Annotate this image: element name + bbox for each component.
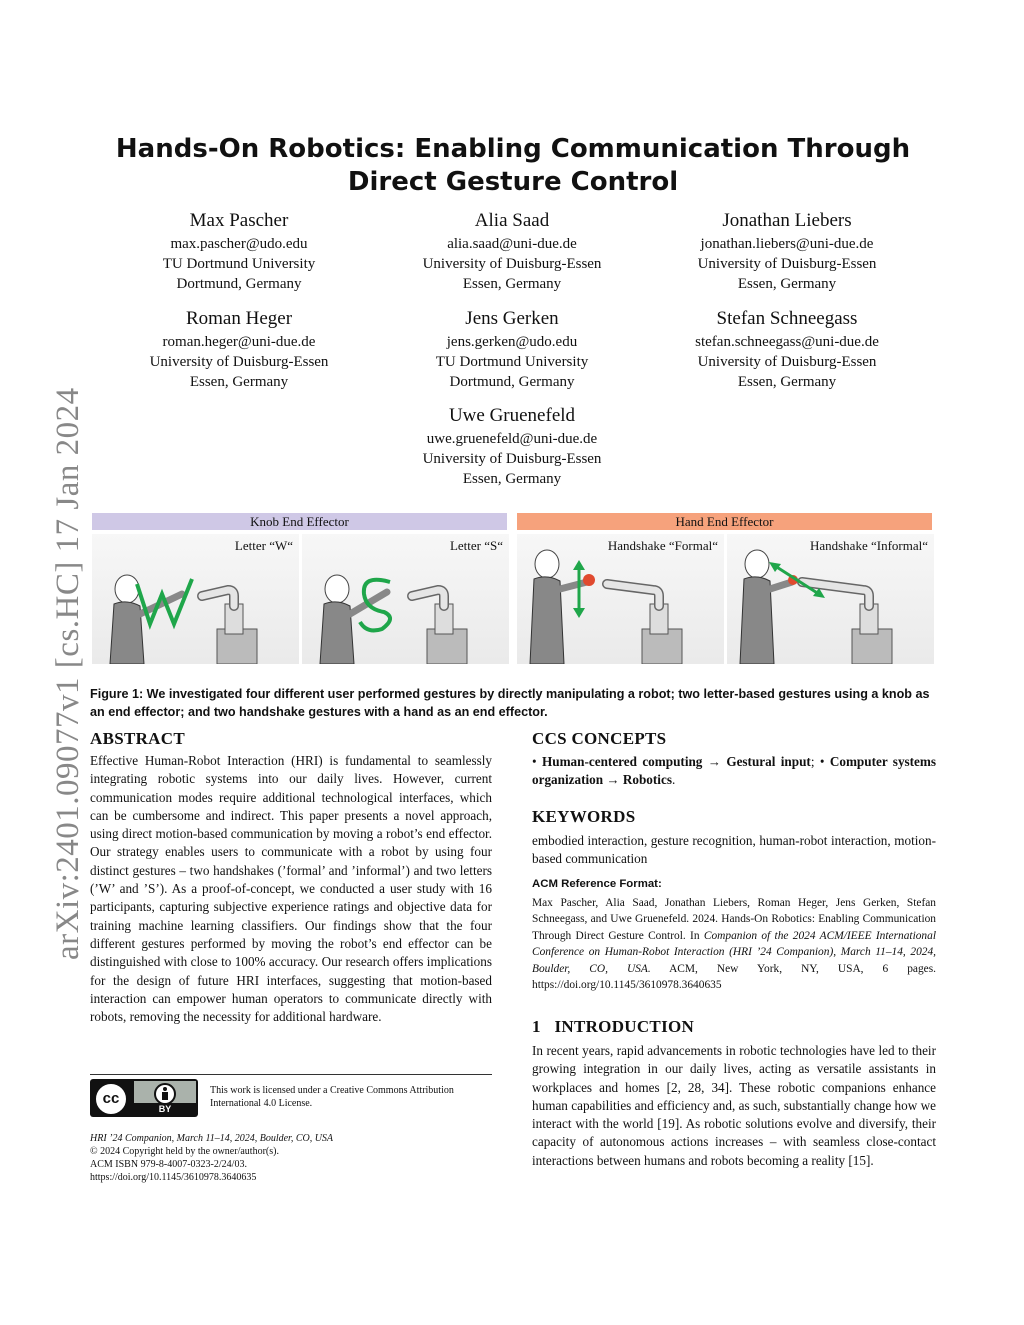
abstract-heading: ABSTRACT (90, 729, 185, 748)
figure-caption: Figure 1: We investigated four different user performed gestures by directly manipulating a robot; two letter-based gestures using a knob as an end effector; and two handshake gestures with a hand as an end effector. (90, 687, 930, 719)
author-name: Roman Heger (185, 308, 293, 329)
isbn-line: ACM ISBN 979-8-4007-0323-2/24/03. (90, 1159, 247, 1170)
keywords-text: embodied interaction, gesture recognition, human-robot interaction, motion-based communication (532, 833, 936, 867)
author-name: Max Pascher (189, 210, 289, 231)
doi-link[interactable]: https://doi.org/10.1145/3610978.3640635 (90, 1172, 257, 1183)
ccs-term: Gestural input (726, 754, 811, 769)
author-location: Dortmund, Germany (449, 374, 575, 390)
license-divider (90, 1074, 492, 1075)
person-icon (154, 1083, 176, 1105)
by-panel (134, 1081, 196, 1115)
paper-title: Hands-On Robotics: Enabling Communication Through Direct Gesture Control (115, 134, 911, 197)
abstract-text: Effective Human-Robot Interaction (HRI) is fundamental to seamlessly integrating robotic systems into our daily lives. However, current communication modes require additional technological interfaces, which can be cumbersome and indirect. This paper presents a novel approach, using direct motion-based communication by moving a robot’s end effector. Our strategy enables users to communicate with a robot by using four distinct gestures – two handshakes (’formal’ and ’informal’) and two letters (’W’ and ’S’). As a proof-of-concept, we conducted a user study with 16 participants, capturing subjective experience ratings and objective data for training machine learning classifiers. Our findings show that the four different gestures performed by moving the robot’s end effector can be distinguished with close to 100% accuracy. Our research offers implications for the design of future HRI interfaces, suggesting that motion-based interaction can empower human operators to communicate directly with robots, removing the necessity for additional hardware. (90, 753, 492, 1025)
figure-panel-letter-s (302, 534, 509, 664)
venue-line: HRI ’24 Companion, March 11–14, 2024, Boulder, CO, USA (90, 1133, 334, 1144)
author-location: Essen, Germany (189, 374, 289, 390)
author-location: Essen, Germany (737, 276, 837, 292)
separator: ; (810, 754, 815, 769)
author-name: Jens Gerken (465, 308, 559, 329)
ccs-concepts (532, 753, 936, 790)
ccs-heading: CCS CONCEPTS (532, 729, 667, 748)
keywords-heading: KEYWORDS (532, 807, 636, 826)
reference-heading: ACM Reference Format: (532, 878, 662, 890)
bullet: • (819, 754, 825, 769)
author-email[interactable]: alia.saad@uni-due.de (447, 236, 577, 252)
author-affiliation: University of Duisburg-Essen (697, 354, 877, 370)
reference-plain: Max Pascher, Alia Saad, Jonathan Liebers, Roman Heger, Jens Gerken, Stefan Schneegass, and Uwe Gruenefeld. 2024. Hands-On Robotics: Enabling Communication Through Direct Gesture Control. In (532, 897, 936, 942)
author-affiliation: University of Duisburg-Essen (422, 256, 602, 272)
author-block (377, 306, 647, 392)
ccs-term: Computer systems organization (532, 754, 937, 788)
arxiv-id: arXiv:2401.09077v1 [cs.HC] 17 Jan 2024 (50, 387, 86, 960)
hand-end-effector-header: Hand End Effector (517, 513, 932, 530)
author-email[interactable]: uwe.gruenefeld@uni-due.de (426, 431, 598, 447)
arrow: → (606, 772, 620, 788)
section-title: INTRODUCTION (554, 1017, 695, 1036)
author-block (377, 403, 647, 489)
arxiv-sidebar (20, 360, 86, 960)
author-location: Dortmund, Germany (176, 276, 302, 292)
author-block (104, 208, 374, 294)
panel-label: Handshake “Formal“ (607, 538, 718, 553)
figure-panel-handshake-formal (517, 534, 724, 664)
period: . (671, 772, 676, 788)
author-location: Essen, Germany (462, 276, 562, 292)
author-block (377, 208, 647, 294)
author-location: Essen, Germany (462, 471, 562, 487)
reference-tail[interactable]: ACM, New York, NY, USA, 6 pages. https://doi.org/10.1145/3610978.3640635 (532, 962, 937, 992)
author-location: Essen, Germany (737, 374, 837, 390)
knob-end-effector-header: Knob End Effector (92, 513, 507, 530)
panel-label: Letter “S“ (449, 538, 503, 553)
ccs-term: Human-centered computing (541, 754, 703, 769)
author-affiliation: University of Duisburg-Essen (422, 451, 602, 467)
license-text: This work is licensed under a Creative Commons Attribution International 4.0 License. (210, 1085, 454, 1109)
author-affiliation: University of Duisburg-Essen (149, 354, 329, 370)
cc-by-badge[interactable] (90, 1079, 198, 1117)
author-name: Stefan Schneegass (716, 308, 858, 329)
by-label: BY (134, 1103, 196, 1115)
author-email[interactable]: jens.gerken@udo.edu (446, 334, 578, 350)
cc-icon: cc (94, 1082, 128, 1116)
author-block (104, 306, 374, 392)
author-name: Jonathan Liebers (722, 210, 852, 231)
panel-label: Letter “W“ (234, 538, 293, 553)
intro-text: In recent years, rapid advancements in robotic technologies have led to their growing integration in our daily lives, acting as versatile assistants in workplaces and homes [2, 28, 34]. These robotic companions enhance human capabilities and efficiency and, as such, substantially change how we interact with the world [19]. As robotic solutions evolve and diversify, their capacity of autonomous actions increases – with seamless close-contact interactions between humans and robots becoming a reality [15]. (532, 1043, 936, 1168)
figure-panel-handshake-informal (727, 534, 934, 664)
reference-venue: Companion of the 2024 ACM/IEEE International Conference on Human-Robot Interaction (HRI ’24 Companion), March 11–14, 2024, Boulder, CO, USA. (532, 929, 936, 975)
author-block (652, 306, 922, 392)
intro-heading (532, 1017, 694, 1037)
arrow: → (707, 754, 721, 769)
panel-label: Handshake “Informal“ (809, 538, 928, 553)
author-email[interactable]: max.pascher@udo.edu (170, 236, 308, 252)
reference-text (532, 895, 936, 993)
copyright-line: © 2024 Copyright held by the owner/author(s). (90, 1146, 279, 1157)
bullet: • (532, 754, 537, 769)
ccs-term: Robotics (622, 772, 672, 788)
section-number: 1 (532, 1017, 541, 1036)
author-email[interactable]: roman.heger@uni-due.de (162, 334, 316, 350)
figure-panel-letter-w (92, 534, 299, 664)
author-name: Uwe Gruenefeld (448, 405, 576, 426)
author-email[interactable]: jonathan.liebers@uni-due.de (700, 236, 874, 252)
author-email[interactable]: stefan.schneegass@uni-due.de (695, 334, 879, 350)
author-affiliation: University of Duisburg-Essen (697, 256, 877, 272)
author-affiliation: TU Dortmund University (162, 256, 316, 272)
author-affiliation: TU Dortmund University (435, 354, 589, 370)
author-block (652, 208, 922, 294)
author-name: Alia Saad (474, 210, 550, 231)
